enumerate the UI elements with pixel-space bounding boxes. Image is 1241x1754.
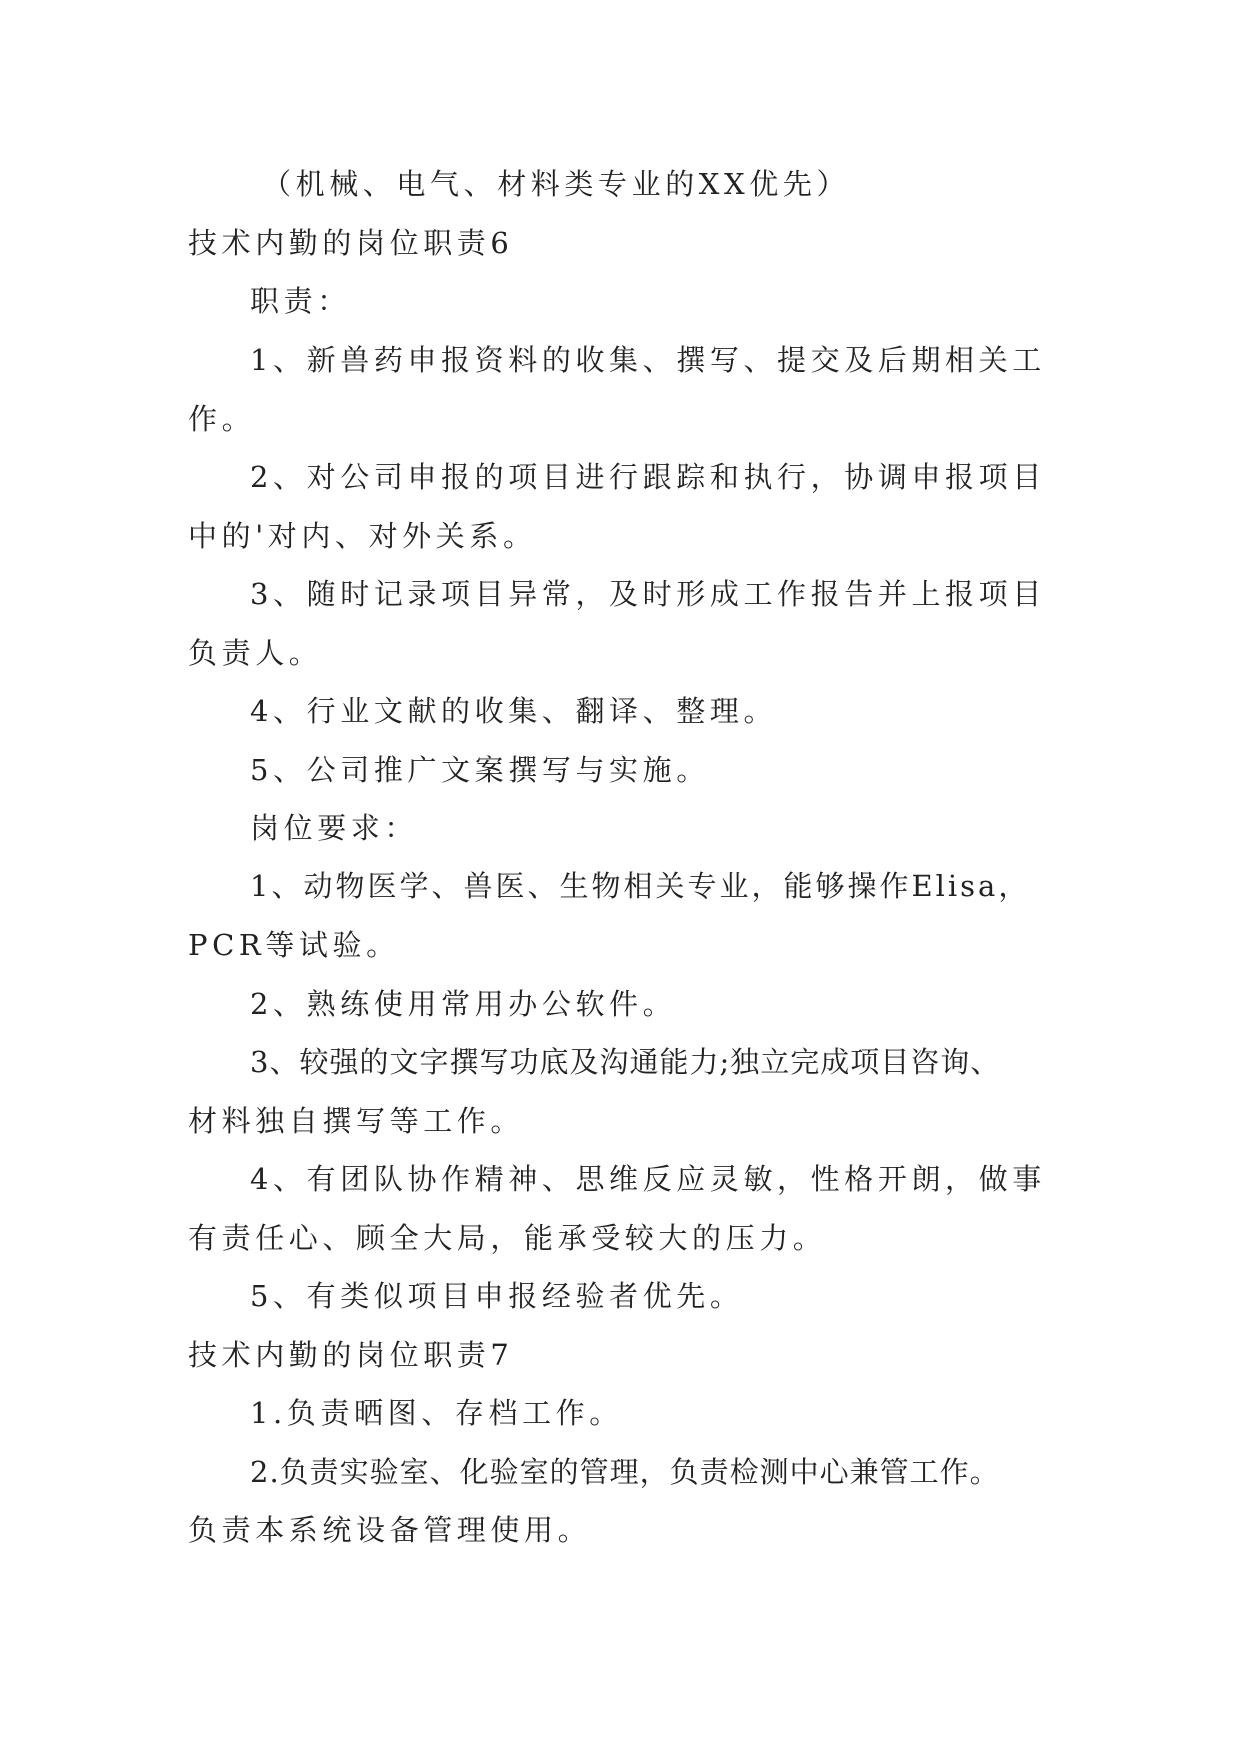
paragraph-line: 有责任心、顾全大局，能承受较大的压力。 <box>188 1221 827 1255</box>
subheading: 岗位要求： <box>250 811 419 845</box>
paragraph-line: 1、新兽药申报资料的收集、撰写、提交及后期相关工 <box>250 343 1046 377</box>
paragraph-line: 2、对公司申报的项目进行跟踪和执行，协调申报项目 <box>250 460 1046 494</box>
subheading: 职责： <box>250 284 351 318</box>
paragraph-line: 作。 <box>188 402 256 436</box>
paragraph-line: 4、有团队协作精神、思维反应灵敏，性格开朗，做事 <box>250 1162 1046 1196</box>
paragraph-line: 中的'对内、对外关系。 <box>188 519 537 553</box>
paragraph-line: 2、熟练使用常用办公软件。 <box>250 987 677 1021</box>
paragraph-line: 负责本系统设备管理使用。 <box>188 1513 592 1547</box>
paragraph-line: 5、有类似项目申报经验者优先。 <box>250 1279 744 1313</box>
paragraph-line: 4、行业文献的收集、翻译、整理。 <box>250 694 778 728</box>
section-heading: 技术内勤的岗位职责7 <box>188 1338 514 1372</box>
paragraph-line: 1、动物医学、兽医、生物相关专业，能够操作Elisa， <box>250 869 1031 903</box>
paragraph-line: PCR等试验。 <box>188 928 400 962</box>
section-heading: 技术内勤的岗位职责6 <box>188 226 514 260</box>
paragraph-line: 3、随时记录项目异常，及时形成工作报告并上报项目 <box>250 577 1046 611</box>
paragraph-line: 2.负责实验室、化验室的管理，负责检测中心兼管工作。 <box>250 1455 1000 1489</box>
paragraph-line: （机械、电气、材料类专业的XX优先） <box>262 167 851 201</box>
paragraph-line: 负责人。 <box>188 636 323 670</box>
paragraph-line: 3、较强的文字撰写功底及沟通能力;独立完成项目咨询、 <box>250 1045 1001 1079</box>
paragraph-line: 材料独自撰写等工作。 <box>188 1104 525 1138</box>
paragraph-line: 1.负责晒图、存档工作。 <box>250 1396 623 1430</box>
paragraph-line: 5、公司推广文案撰写与实施。 <box>250 753 710 787</box>
